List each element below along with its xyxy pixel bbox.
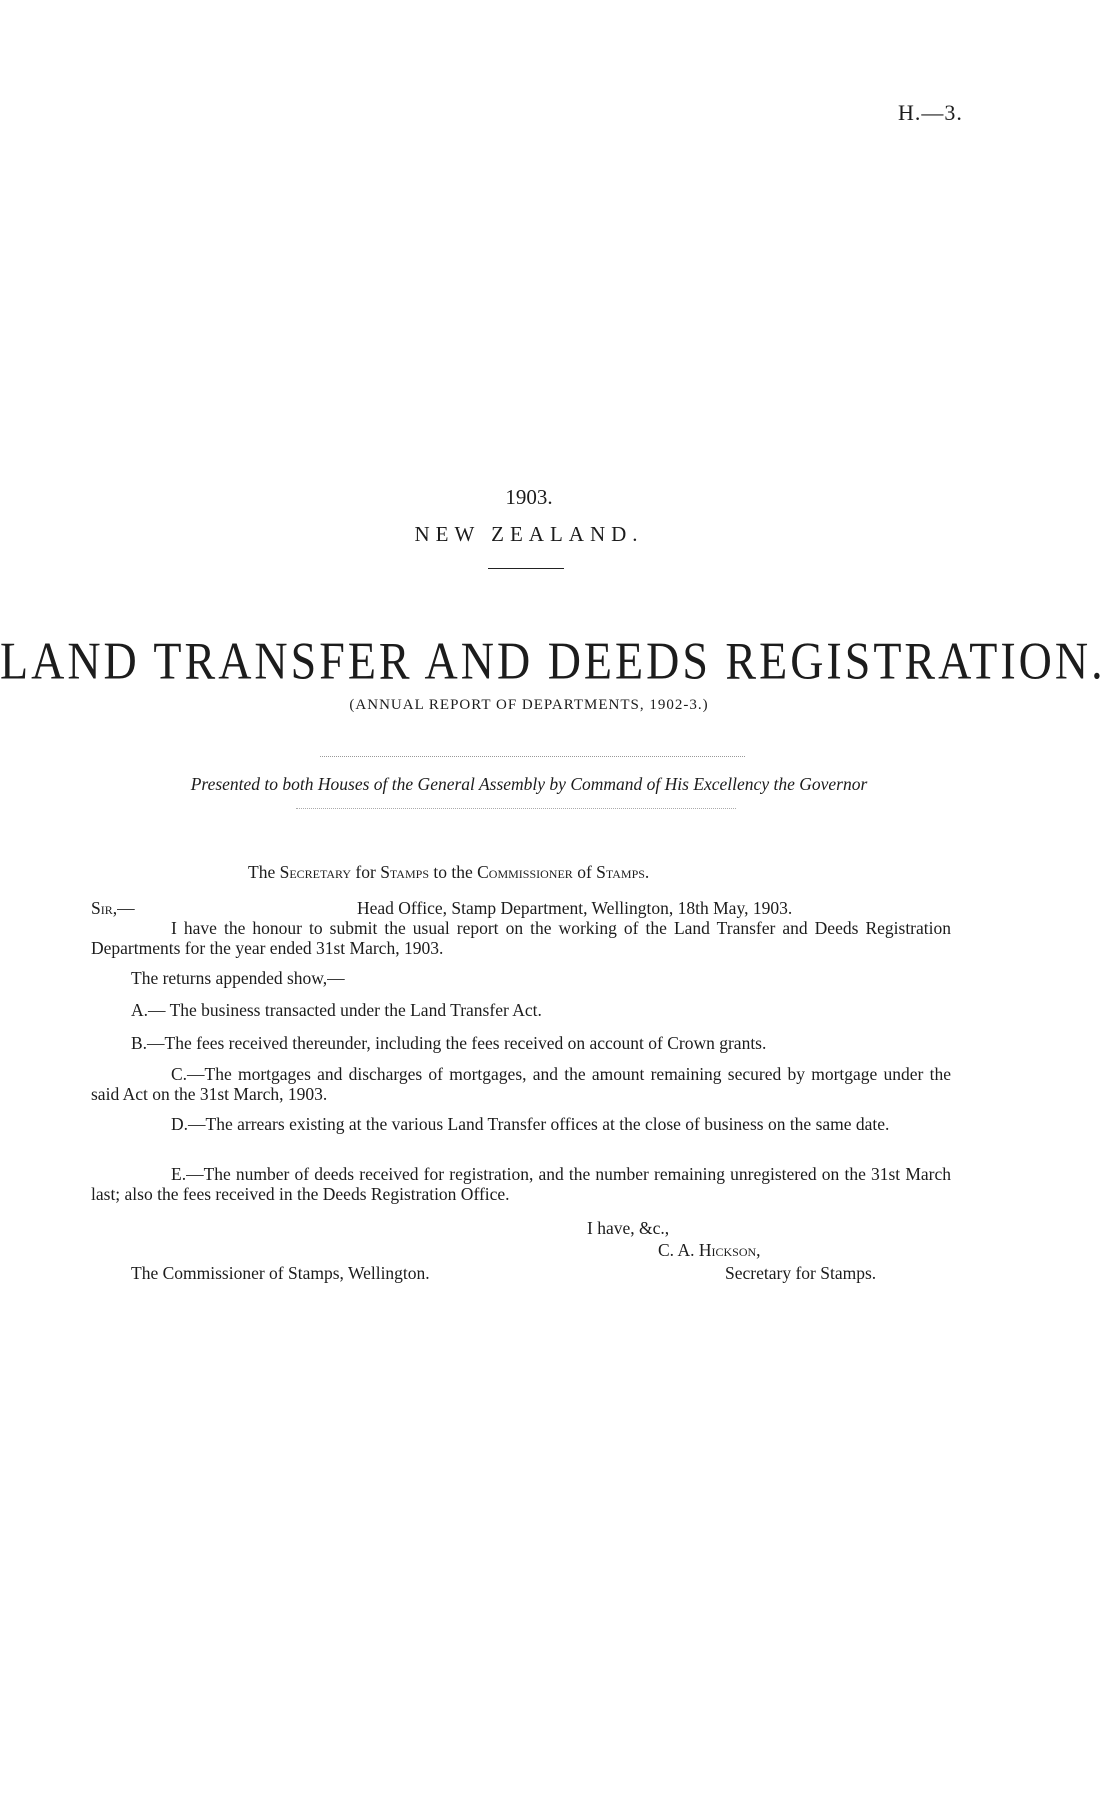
closing-line: I have, &c., [587,1218,670,1238]
page-reference: H.—3. [898,100,963,125]
header-commissioner: Commissioner [477,862,573,882]
header-secretary: Secretary [279,862,352,882]
header-stamps: Stamps [380,862,429,882]
header-for: for [355,862,376,882]
return-item-a-text: A.— The business transacted under the Land Transfer Act. [131,1000,542,1020]
return-item-e [91,1164,951,1204]
return-item-b [91,1033,951,1053]
header-to-the: to the [433,862,473,882]
addressee: The Commissioner of Stamps, Wellington. [131,1263,430,1283]
divider-rule [488,568,564,569]
return-item-e-text: E.—The number of deeds received for registration, and the number remaining unregistered on the 31st March last; also the fees received in the Deeds Registration Office. [91,1164,951,1204]
signatory-name: C. A. Hickson, [658,1240,761,1260]
dotted-divider-top [320,756,745,757]
salutation: Sir,— [91,898,135,918]
document-year: 1903. [505,485,553,509]
signatory-title: Secretary for Stamps. [725,1263,877,1283]
presented-line: Presented to both Houses of the General Assembly by Command of His Excellency the Governor [190,774,868,794]
return-item-b-text: B.—The fees received thereunder, including the fees received on account of Crown grants. [131,1033,767,1053]
return-item-c [91,1064,951,1104]
letter-dateline: Head Office, Stamp Department, Wellington, 18th May, 1903. [357,898,793,918]
document-title: LAND TRANSFER AND DEEDS REGISTRATION. [0,631,1106,690]
paragraph-intro [91,918,951,958]
return-item-c-text: C.—The mortgages and discharges of mortgages, and the amount remaining secured by mortgage under the said Act on the 31st March, 1903. [91,1064,951,1104]
header-stamps-end: Stamps. [596,862,650,882]
document-subtitle: (ANNUAL REPORT OF DEPARTMENTS, 1902-3.) [349,697,709,713]
returns-intro [91,968,951,988]
country-heading: NEW ZEALAND. [414,522,644,546]
paragraph-intro-text: I have the honour to submit the usual report on the working of the Land Transfer and Deeds Registration Departments for the year ended 31st March, 1903. [91,918,951,958]
letter-header [248,862,649,883]
return-item-d [91,1114,951,1134]
dotted-divider-bottom [296,808,736,809]
header-the: The [248,862,276,882]
return-item-d-text: D.—The arrears existing at the various Land Transfer offices at the close of business on the same date. [171,1114,890,1134]
returns-intro-text: The returns appended show,— [131,968,345,988]
return-item-a [91,1000,951,1020]
header-of: of [577,862,592,882]
